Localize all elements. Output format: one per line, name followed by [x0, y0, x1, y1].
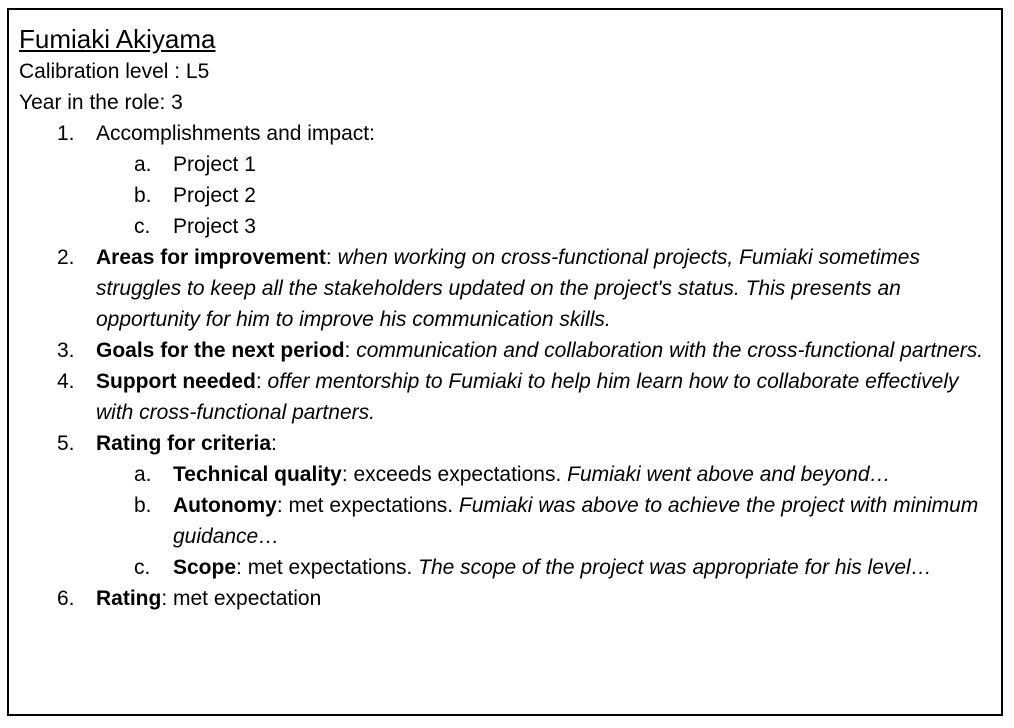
section-comment: communication and collaboration with the cross-functional partners.: [356, 339, 984, 362]
criteria-scope: [96, 552, 994, 583]
criteria-rating: exceeds expectations.: [353, 463, 568, 486]
list-item-support-needed: [19, 366, 994, 428]
list-number: 4.: [57, 370, 75, 393]
list-number: 3.: [57, 339, 75, 362]
list-item-project: [96, 149, 994, 180]
document-content: [19, 23, 994, 614]
list-number: 2.: [57, 246, 75, 269]
label-separator: :: [276, 494, 289, 517]
calibration-level: Calibration level : L5: [19, 60, 210, 83]
project-name: Project 3: [173, 215, 256, 238]
list-letter: b.: [134, 494, 152, 517]
list-item-rating-for-criteria: [19, 428, 994, 583]
section-label: Goals for the next period: [96, 339, 345, 362]
criteria-label: Technical quality: [173, 463, 342, 486]
list-letter: a.: [134, 153, 152, 176]
list-item-accomplishments: [19, 118, 994, 242]
overall-rating: met expectation: [173, 587, 322, 610]
project-name: Project 1: [173, 153, 256, 176]
list-letter: a.: [134, 463, 152, 486]
section-label: Rating: [96, 587, 162, 610]
section-label: Rating for criteria: [96, 432, 272, 455]
section-label: Support needed: [96, 370, 256, 393]
project-list: [96, 149, 994, 242]
criteria-technical-quality: [96, 459, 994, 490]
list-letter: c.: [134, 215, 151, 238]
list-item-goals: [19, 335, 994, 366]
label-separator: :: [271, 432, 277, 455]
section-label: Areas for improvement: [96, 246, 326, 269]
project-name: Project 2: [173, 184, 256, 207]
list-number: 5.: [57, 432, 75, 455]
section-comment: offer mentorship to Fumiaki to help him learn how to collaborate effectively with cross-functional partners.: [96, 370, 959, 424]
label-separator: :: [255, 370, 268, 393]
criteria-label: Autonomy: [173, 494, 277, 517]
list-item-areas-for-improvement: [19, 242, 994, 335]
criteria-rating: met expectations.: [288, 494, 459, 517]
criteria-autonomy: [96, 490, 994, 552]
label-separator: :: [236, 556, 248, 579]
review-list: [19, 118, 994, 614]
criteria-comment: Fumiaki was above to achieve the project with minimum guidance…: [173, 494, 979, 548]
document-frame: [7, 8, 1003, 716]
criteria-comment: Fumiaki went above and beyond…: [567, 463, 891, 486]
section-heading: Accomplishments and impact:: [96, 122, 375, 145]
list-number: 1.: [57, 122, 75, 145]
criteria-label: Scope: [173, 556, 237, 579]
label-separator: :: [341, 463, 354, 486]
list-letter: b.: [134, 184, 152, 207]
label-separator: :: [344, 339, 357, 362]
criteria-rating: met expectations.: [247, 556, 419, 579]
list-number: 6.: [57, 587, 75, 610]
label-separator: :: [161, 587, 173, 610]
list-item-project: [96, 211, 994, 242]
year-in-role: Year in the role: 3: [19, 91, 183, 114]
employee-name-title: Fumiaki Akiyama: [19, 24, 216, 54]
criteria-comment: The scope of the project was appropriate for his level…: [418, 556, 932, 579]
list-item-project: [96, 180, 994, 211]
list-item-rating: [19, 583, 994, 614]
label-separator: :: [325, 246, 338, 269]
section-comment: when working on cross-functional projects, Fumiaki sometimes struggles to keep all the stakeholders updated on the project's status. This presents an opportunity for him to improve his communication skills.: [96, 246, 920, 331]
criteria-list: [96, 459, 994, 583]
list-letter: c.: [134, 556, 151, 579]
